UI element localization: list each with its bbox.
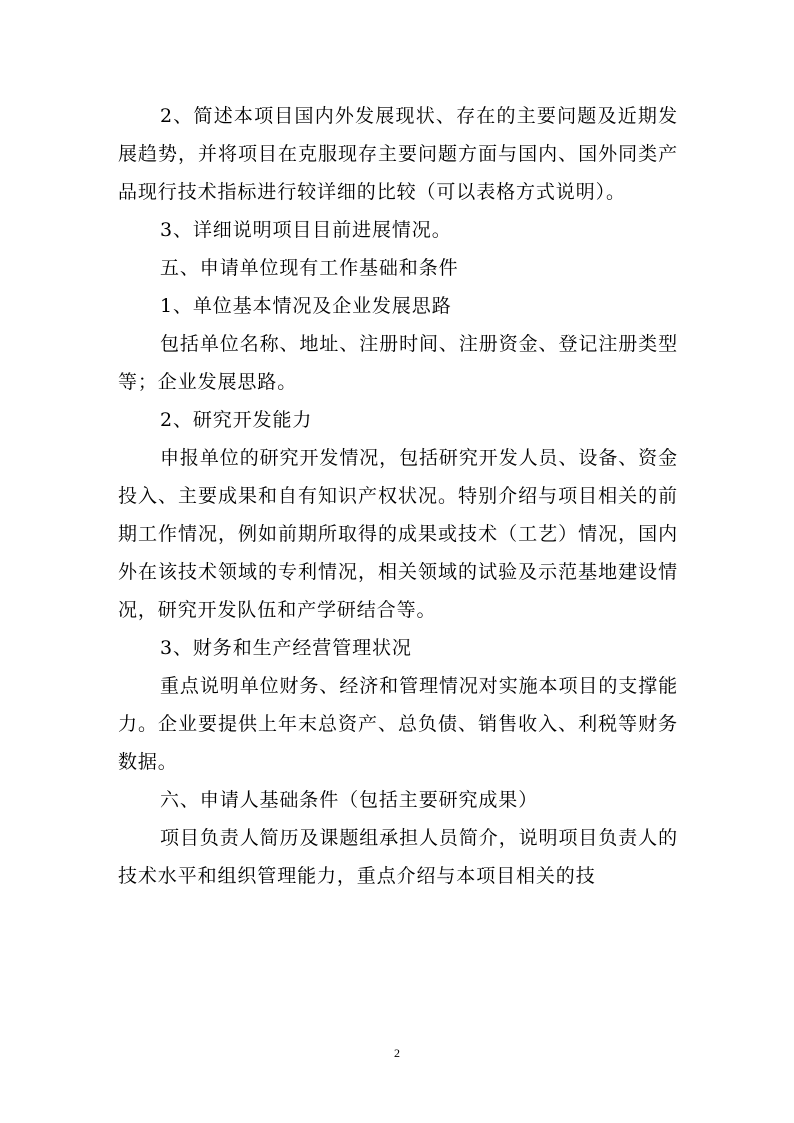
- paragraph-unit-basics: 包括单位名称、地址、注册时间、注册资金、登记注册类型等；企业发展思路。: [118, 333, 678, 393]
- subheading-unit-basics: 1、单位基本情况及企业发展思路: [160, 295, 452, 317]
- document-body: [118, 97, 678, 895]
- subheading-rd-capability: 2、研究开发能力: [160, 409, 313, 431]
- paragraph-finance-management: 重点说明单位财务、经济和管理情况对实施本项目的支撑能力。企业要提供上年末总资产、总负债、销售收入、利税等财务数据。: [118, 675, 678, 773]
- paragraph-rd-capability: 申报单位的研究开发情况，包括研究开发人员、设备、资金投入、主要成果和自有知识产权状况。特别介绍与项目相关的前期工作情况，例如前期所取得的成果或技术（工艺）情况，国内外在该技术领域的专利情况，相关领域的试验及示范基地建设情况，研究开发队伍和产学研结合等。: [118, 447, 678, 621]
- section-heading-applicant-basis: 六、申请人基础条件（包括主要研究成果）: [160, 789, 539, 811]
- paragraph-progress: 3、详细说明项目目前进展情况。: [160, 219, 452, 241]
- paragraph-overview-comparison: 2、简述本项目国内外发展现状、存在的主要问题及近期发展趋势，并将项目在克服现存主要问题方面与国内、国外同类产品现行技术指标进行较详细的比较（可以表格方式说明）。: [118, 105, 678, 203]
- paragraph-project-leader: 项目负责人简历及课题组承担人员简介，说明项目负责人的技术水平和组织管理能力，重点介绍与本项目相关的技: [118, 827, 678, 887]
- page-number: 2: [394, 1046, 400, 1060]
- section-heading-applicant-unit: 五、申请单位现有工作基础和条件: [160, 257, 459, 279]
- subheading-finance-management: 3、财务和生产经营管理状况: [160, 637, 412, 659]
